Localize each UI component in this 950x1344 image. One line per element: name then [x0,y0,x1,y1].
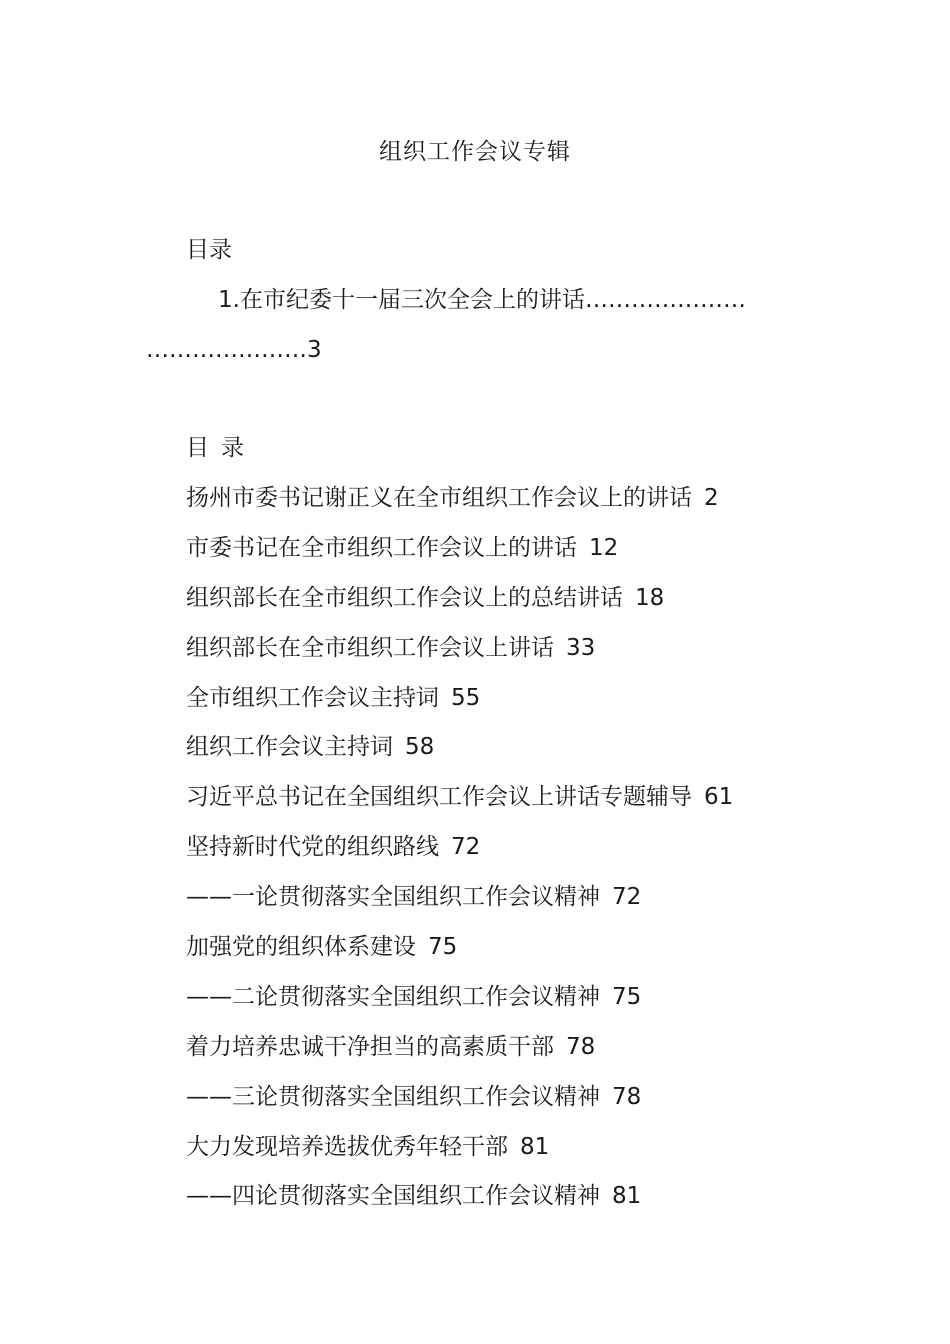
toc-entry-page-number: 75 [428,934,458,961]
toc-entry-title: 加强党的组织体系建设 [186,934,416,961]
toc-list [186,482,886,1230]
toc-entry [186,781,886,831]
toc-entry-title: 全市组织工作会议主持词 [186,684,439,711]
toc-entry-page-number: 33 [566,634,596,661]
toc-entry-page-number: 61 [704,784,734,811]
toc-entry [186,482,886,532]
toc-entry-title: 大力发现培养选拔优秀年轻干部 [186,1133,508,1160]
toc-entry-title: ——四论贯彻落实全国组织工作会议精神 [186,1183,600,1210]
toc-entry [186,981,886,1031]
toc-entry [186,682,886,732]
toc-entry [186,632,886,682]
toc-heading-first: 目录 [186,237,232,263]
toc-entry-page-number: 81 [612,1183,642,1210]
toc-entry-first-continuation: …………………3 [146,337,322,363]
toc-entry [186,931,886,981]
toc-entry-page-number: 12 [589,534,619,561]
toc-entry [186,1131,886,1181]
toc-entry-page-number: 2 [704,485,719,511]
toc-entry-page-number: 75 [612,983,642,1010]
toc-entry-title: 坚持新时代党的组织路线 [186,834,439,861]
toc-entry [186,1031,886,1081]
toc-entry-title: ——三论贯彻落实全国组织工作会议精神 [186,1083,600,1110]
toc-heading-second: 目录 [186,435,256,461]
toc-entry-title: 习近平总书记在全国组织工作会议上讲话专题辅导 [186,784,692,811]
toc-entry-page-number: 58 [405,734,435,761]
toc-entry-title: ——一论贯彻落实全国组织工作会议精神 [186,884,600,911]
toc-entry-page-number: 78 [612,1083,642,1110]
toc-entry-page-number: 78 [566,1033,596,1060]
toc-entry [186,831,886,881]
toc-entry-title: 组织工作会议主持词 [186,734,393,761]
toc-entry-page-number: 18 [635,584,665,611]
toc-entry-page-number: 72 [451,834,481,861]
toc-entry-first: 1.在市纪委十一届三次全会上的讲话………………… [218,287,746,313]
toc-entry [186,731,886,781]
toc-entry-page-number: 72 [612,884,642,911]
toc-entry-page-number: 55 [451,684,481,711]
toc-entry-title: 组织部长在全市组织工作会议上的总结讲话 [186,584,623,611]
toc-entry-title: ——二论贯彻落实全国组织工作会议精神 [186,983,600,1010]
toc-entry-title: 着力培养忠诚干净担当的高素质干部 [186,1033,554,1060]
toc-entry-title: 市委书记在全市组织工作会议上的讲话 [186,534,577,561]
document-title: 组织工作会议专辑 [379,139,571,165]
toc-entry-title: 组织部长在全市组织工作会议上讲话 [186,634,554,661]
toc-entry-title: 扬州市委书记谢正义在全市组织工作会议上的讲话 [186,485,692,511]
toc-entry [186,582,886,632]
toc-entry [186,1081,886,1131]
toc-entry [186,1180,886,1230]
toc-entry-page-number: 81 [520,1133,550,1160]
toc-entry [186,532,886,582]
toc-entry [186,881,886,931]
